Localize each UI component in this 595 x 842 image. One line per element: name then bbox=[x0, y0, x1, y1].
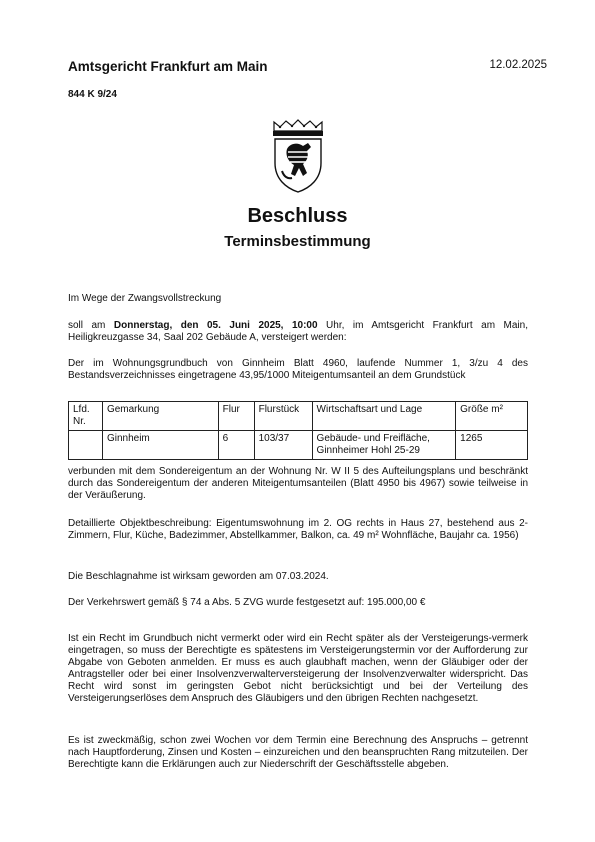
schedule-datetime: Donnerstag, den 05. Juni 2025, 10:00 bbox=[113, 320, 318, 331]
table-cell: Ginnheim bbox=[102, 431, 218, 460]
table-header-cell: Wirtschaftsart und Lage bbox=[312, 402, 456, 431]
object-description-paragraph: Detaillierte Objektbeschreibung: Eigentumswohnung im 2. OG rechts in Haus 27, bestehend aus 2-Zimmern, Flur, Küche, Badezimmer, Abstellkammer, Balkon, ca. 49 m² Wohnfläche, Baujahr ca. 1956) bbox=[68, 518, 528, 541]
schedule-paragraph bbox=[68, 320, 528, 344]
table-cell bbox=[69, 431, 103, 460]
property-paragraph: Der im Wohnungsgrundbuch von Ginnheim Blatt 4960, laufende Nummer 1, 3/zu 4 des Bestandsverzeichnisses eingetragene 43,95/1000 Miteigentumsanteil an dem Grundstück bbox=[68, 358, 528, 381]
table-header-cell: Lfd. Nr. bbox=[69, 402, 103, 431]
schedule-prefix: soll am bbox=[68, 320, 114, 331]
table-header-cell: Flurstück bbox=[254, 402, 312, 431]
hessen-coat-of-arms-icon bbox=[268, 119, 328, 193]
market-value-paragraph: Der Verkehrswert gemäß § 74 a Abs. 5 ZVG wurde festgesetzt auf: 195.000,00 € bbox=[68, 597, 426, 608]
table-header-cell: Gemarkung bbox=[102, 402, 218, 431]
table-cell: 6 bbox=[218, 431, 254, 460]
intro-paragraph: Im Wege der Zwangsvollstreckung bbox=[68, 293, 222, 304]
table-header-cell: Flur bbox=[218, 402, 254, 431]
document-title: Beschluss bbox=[247, 205, 348, 227]
document-date: 12.02.2025 bbox=[489, 59, 547, 71]
table-cell: Gebäude- und Freifläche, Ginnheimer Hohl 25-29 bbox=[312, 431, 456, 460]
rights-notice-paragraph: Ist ein Recht im Grundbuch nicht vermerkt oder wird ein Recht später als der Versteigerungs-vermerk eingetragen, so muss der Berechtigte es spätestens im Versteigerungstermin vor der Aufforderung zur Abgabe von Geboten anmelden. Er muss es auch glaubhaft machen, wenn der Gläubiger oder der Antragsteller oder bei einer Insolvenzverwalterversteigerung der Insolvenzverwalter widerspricht. Das Recht wird sonst im geringsten Gebot nicht berücksichtigt und bei der Verteilung des Versteigerungserlöses dem Anspruch des Gläubigers und den übrigen Rechten nachgesetzt. bbox=[68, 633, 528, 704]
special-ownership-paragraph: verbunden mit dem Sondereigentum an der Wohnung Nr. W II 5 des Aufteilungsplans und beschränkt durch das Sondereigentum der anderen Miteigentumsanteilen (Blatt 4950 bis 4967) sowie teilweise in der Veräußerung. bbox=[68, 466, 528, 501]
table-cell: 103/37 bbox=[254, 431, 312, 460]
table-header-row bbox=[69, 402, 528, 431]
table-header-cell: Größe m² bbox=[456, 402, 528, 431]
case-number: 844 K 9/24 bbox=[68, 89, 117, 100]
court-name: Amtsgericht Frankfurt am Main bbox=[68, 59, 268, 74]
parcel-table bbox=[68, 401, 528, 460]
table-row bbox=[69, 431, 528, 460]
document-subtitle: Terminsbestimmung bbox=[224, 233, 371, 250]
claim-advice-paragraph: Es ist zweckmäßig, schon zwei Wochen vor dem Termin eine Berechnung des Anspruchs – getrennt nach Hauptforderung, Zinsen und Kosten – einzureichen und den beanspruchten Rang mitzuteilen. Der Berechtigte kann die Erklärungen auch zur Niederschrift der Geschäftsstelle abgeben. bbox=[68, 735, 528, 770]
table-cell: 1265 bbox=[456, 431, 528, 460]
schedule-suffix: Uhr, im Amtsgericht Frankfurt am Main, Heiligkreuzgasse 34, Saal 202 Gebäude A, versteigert werden: bbox=[68, 320, 528, 343]
seizure-paragraph: Die Beschlagnahme ist wirksam geworden am 07.03.2024. bbox=[68, 571, 329, 582]
